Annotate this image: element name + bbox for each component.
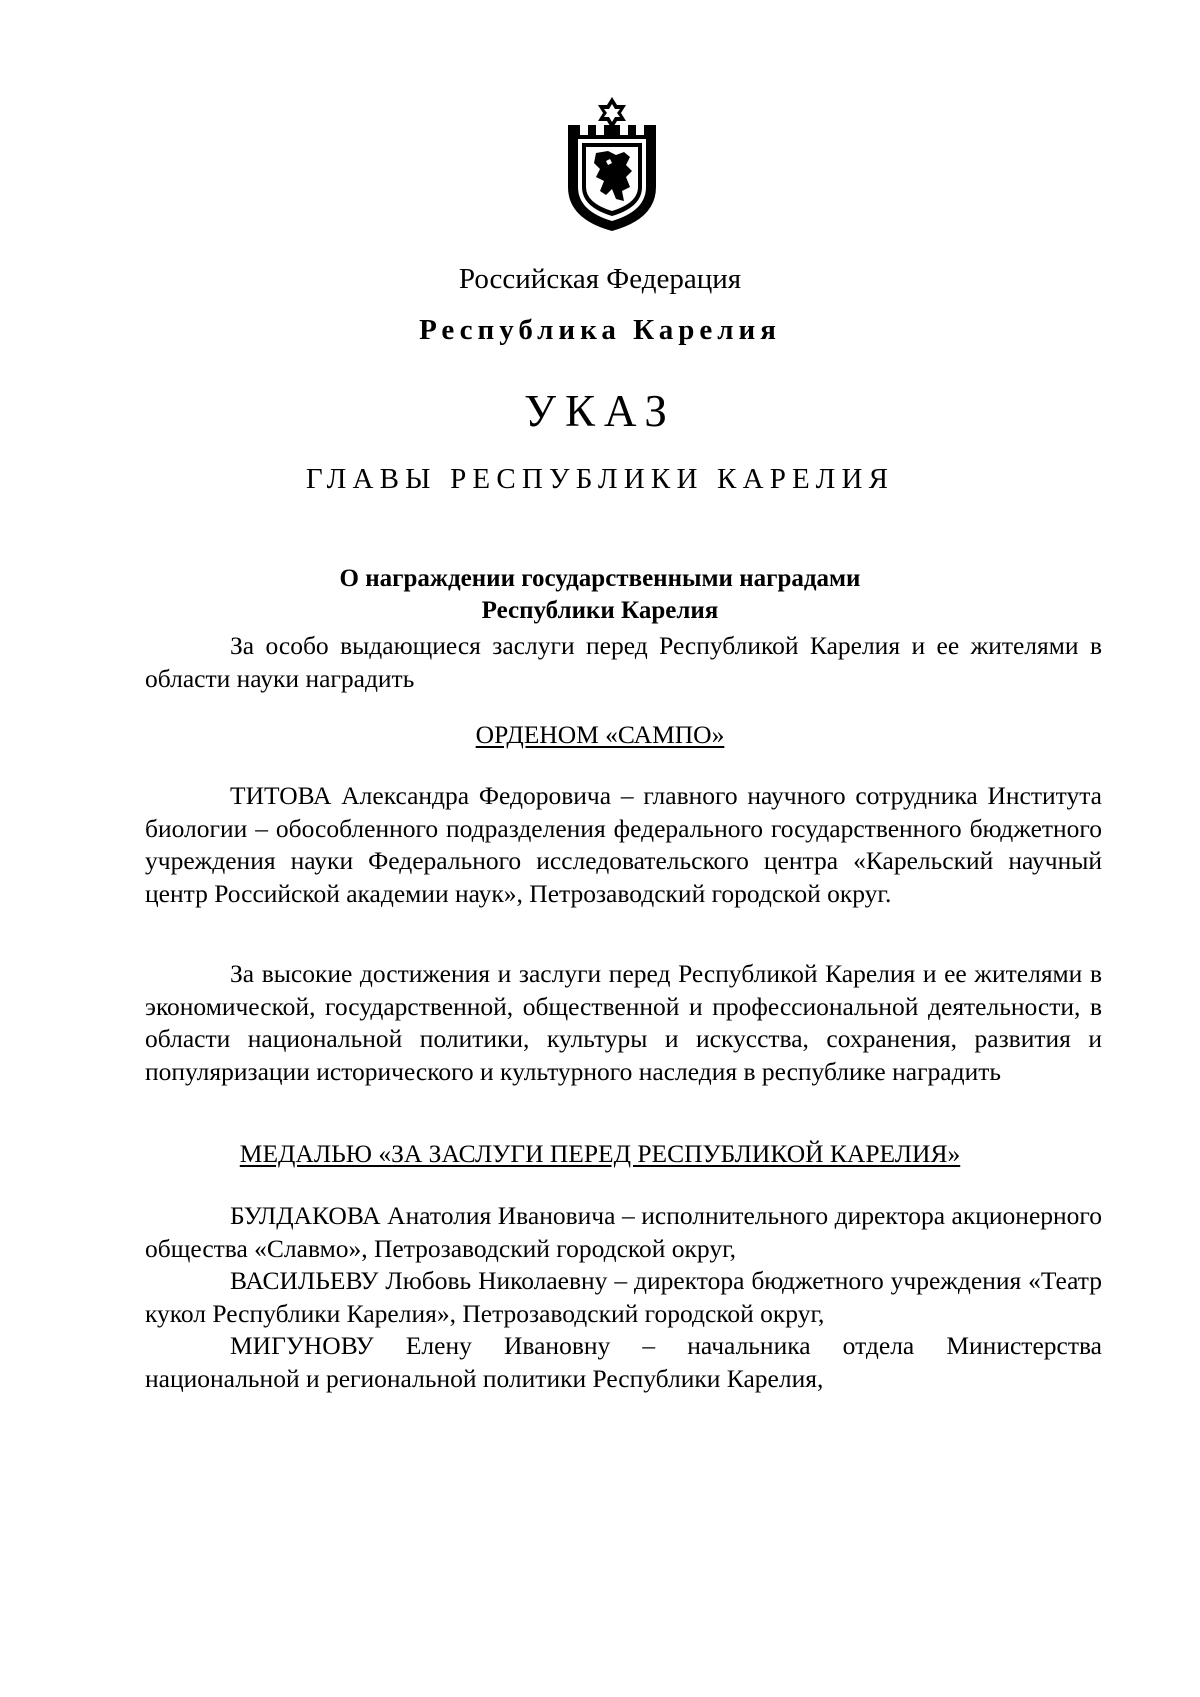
award-title: ОРДЕНОМ «САМПО»	[475, 720, 725, 749]
decree-subject	[0, 563, 1200, 627]
subject-line-1: О награждении государственными наградами	[339, 565, 861, 592]
republic-name: Республика Карелия	[419, 314, 781, 346]
recipient-paragraph: ТИТОВА Александра Федоровича – главного научного сотрудника Института биологии – обособленного подразделения федерального государственного бюджетного учреждения науки Федерального исследовательского центра «Карельский научный центр Российской академии наук», Петрозаводский городской округ.	[145, 781, 1102, 908]
recipient-paragraph: ВАСИЛЬЕВУ Любовь Николаевну – директора бюджетного учреждения «Театр кукол Республики Карелия», Петрозаводский городской округ,	[145, 1266, 1102, 1328]
preamble-paragraph: За высокие достижения и заслуги перед Республикой Карелия и ее жителями в экономической, государственной, общественной и профессиональной деятельности, в области национальной политики, культуры и искусства, сохранения, развития и популяризации исторического и культурного наследия в республике наградить	[145, 959, 1102, 1086]
section1-recipients	[145, 780, 1102, 910]
preamble-paragraph: За особо выдающиеся заслуги перед Республикой Карелия и ее жителями в области науки наградить	[145, 631, 1102, 693]
award-title: МЕДАЛЬЮ «ЗА ЗАСЛУГИ ПЕРЕД РЕСПУБЛИКОЙ КАРЕЛИЯ»	[239, 1139, 961, 1168]
recipient-paragraph: БУЛДАКОВА Анатолия Ивановича – исполнительного директора акционерного общества «Славмо», Петрозаводский городской округ,	[145, 1201, 1102, 1263]
award-heading-medal	[0, 1138, 1200, 1170]
karelia-coat-of-arms-icon	[566, 95, 658, 233]
section1-preamble	[145, 630, 1102, 695]
recipient-paragraph: МИГУНОВУ Елену Ивановну – начальника отдела Министерства национальной и региональной политики Республики Карелия,	[145, 1331, 1102, 1393]
section2-recipients	[145, 1200, 1102, 1396]
section2-preamble	[145, 958, 1102, 1088]
document-type: УКАЗ	[524, 386, 676, 436]
award-heading-order	[0, 719, 1200, 751]
country-name: Российская Федерация	[458, 263, 742, 295]
issuer-title: ГЛАВЫ РЕСПУБЛИКИ КАРЕЛИЯ	[305, 463, 895, 495]
subject-line-2: Республики Карелия	[481, 597, 719, 624]
